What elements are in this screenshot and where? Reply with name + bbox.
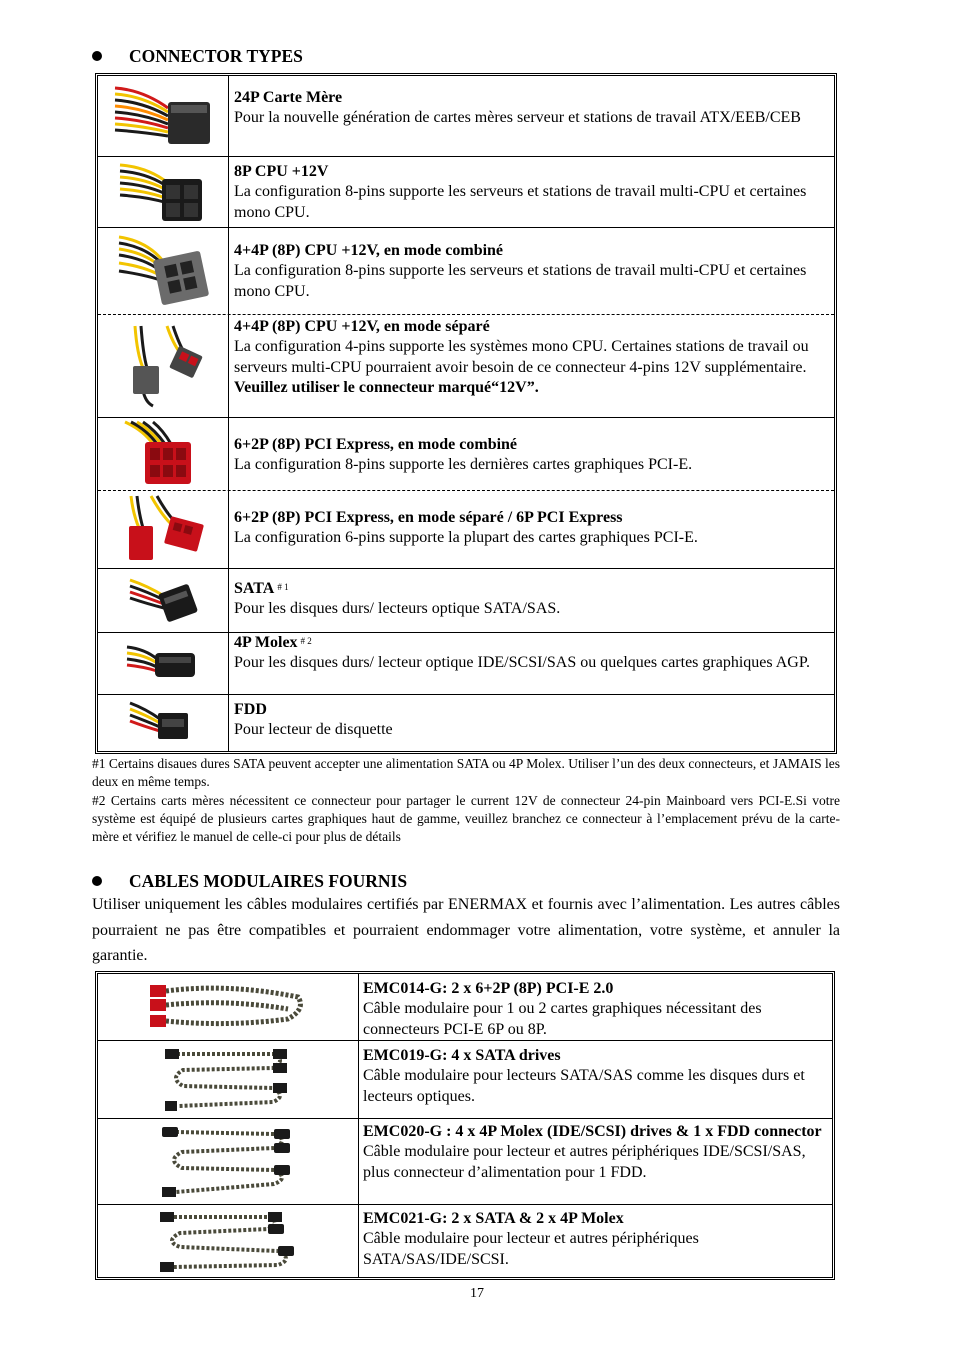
cable-title: EMC021-G: 2 x SATA & 2 x 4P Molex [363,1210,624,1227]
cable-description: Câble modulaire pour lecteur et autres périphériques IDE/SCSI/SAS, plus connecteur d’alimentation pour 1 FDD. [363,1143,806,1181]
bullet-icon [92,876,102,886]
table-row [98,76,834,156]
connector-description: Pour lecteur de disquette [234,721,393,739]
connector-title: 24P Carte Mère [234,89,343,106]
section-heading-modular-cables: CABLES MODULAIRES FOURNIS [92,871,407,891]
cable-title: EMC019-G: 4 x SATA drives [363,1047,561,1064]
cable-description: Câble modulaire pour lecteurs SATA/SAS comme les disques durs et lecteurs optiques. [363,1067,805,1105]
footnote-2: #2 Certains carts mères nécessitent ce connecteur pour partager le current 12V de connecteur 24-pin Mainboard vers PCI-E.Si votre système est équipé de plusieurs cartes graphiques haut de gamme, veuillez branchez ce connecteur à l’emplacement prévu de la carte-mère et vérifiez le manuel de celle-ci pour plus de détails [92,792,840,845]
cable-title: EMC014-G: 2 x 6+2P (8P) PCI-E 2.0 [363,980,614,997]
connector-title: 6+2P (8P) PCI Express, en mode combiné [234,436,518,453]
section-heading-connector-types: CONNECTOR TYPES [92,46,303,66]
connector-title: FDD [234,701,267,718]
table-row [98,156,834,227]
pcie-combined-connector-icon [98,418,229,490]
connector-description: La configuration 8-pins supporte les serveurs et stations de travail multi-CPU et certaines mono CPU. [234,183,807,221]
table-row [98,1204,832,1277]
pcie-separated-connector-icon [98,491,229,568]
footnote-1: #1 Certains disaues dures SATA peuvent accepter une alimentation SATA ou 4P Molex. Utiliser l’un des deux connecteurs, et JAMAIS les deux en même temps. [92,756,840,790]
cables-table [95,971,835,1280]
4-4p-combined-connector-icon [98,228,229,314]
connector-title: 4P Molex [234,634,298,651]
connector-description: La configuration 6-pins supporte la plupart des cartes graphiques PCI-E. [234,529,698,547]
connector-table [95,73,837,754]
table-row [98,974,832,1040]
table-row [98,490,834,568]
fdd-connector-icon [98,695,229,751]
table-row [98,227,834,314]
connector-title: SATA [234,580,275,597]
sata-cable-icon [98,1041,359,1118]
connector-title: 6+2P (8P) PCI Express, en mode séparé / 6P PCI Express [234,509,623,526]
connector-title: 4+4P (8P) CPU +12V, en mode séparé [234,318,490,335]
footnote-marker: # 2 [300,636,312,646]
connector-title: 4+4P (8P) CPU +12V, en mode combiné [234,242,504,259]
sata-connector-icon [98,569,229,632]
molex-cable-icon [98,1119,359,1204]
footnote-marker: # 1 [277,582,289,592]
pcie-cable-icon [98,974,359,1040]
table-row [98,417,834,490]
bullet-icon [92,51,102,61]
page-number: 17 [470,1286,484,1301]
connector-warning: Veuillez utiliser le connecteur marqué“12V”. [234,378,539,396]
molex-connector-icon [98,633,229,694]
connector-description: Pour la nouvelle génération de cartes mères serveur et stations de travail ATX/EEB/CEB [234,109,801,127]
table-row [98,1118,832,1204]
table-row [98,632,834,694]
connector-description: La configuration 8-pins supporte les dernières cartes graphiques PCI-E. [234,456,693,474]
footnotes [92,755,840,846]
table-row [98,694,834,751]
4-4p-separated-connector-icon [98,315,229,417]
connector-title: 8P CPU +12V [234,163,329,180]
cable-description: Câble modulaire pour 1 ou 2 cartes graphiques nécessitant des connecteurs PCI-E 6P ou 8P. [363,1000,762,1038]
connector-description: La configuration 8-pins supporte les serveurs et stations de travail multi-CPU et certaines mono CPU. [234,262,807,300]
table-row [98,568,834,632]
connector-description: La configuration 4-pins supporte les systèmes mono CPU. Certaines stations de travail ou serveurs multi-CPU pourraient avoir besoin de ce connecteur 4-pins 12V supplémentaire. [234,338,809,376]
8p-cpu-connector-icon [98,157,229,227]
table-row [98,314,834,417]
sata-molex-cable-icon [98,1205,359,1277]
24p-connector-icon [98,76,229,156]
cable-title: EMC020-G : 4 x 4P Molex (IDE/SCSI) drives & 1 x FDD connector [363,1123,822,1140]
modular-intro-paragraph: Utiliser uniquement les câbles modulaires certifiés par ENERMAX et fournis avec l’alimentation. Les autres câbles pourraient ne pas être compatibles et pourraient endommager votre alimentation, votre système, et annuler la garantie. [92,896,840,964]
table-row [98,1040,832,1118]
connector-description: Pour les disques durs/ lecteurs optique SATA/SAS. [234,600,561,618]
connector-description: Pour les disques durs/ lecteur optique IDE/SCSI/SAS ou quelques cartes graphiques AGP. [234,654,810,672]
cable-description: Câble modulaire pour lecteur et autres périphériques SATA/SAS/IDE/SCSI. [363,1230,699,1268]
